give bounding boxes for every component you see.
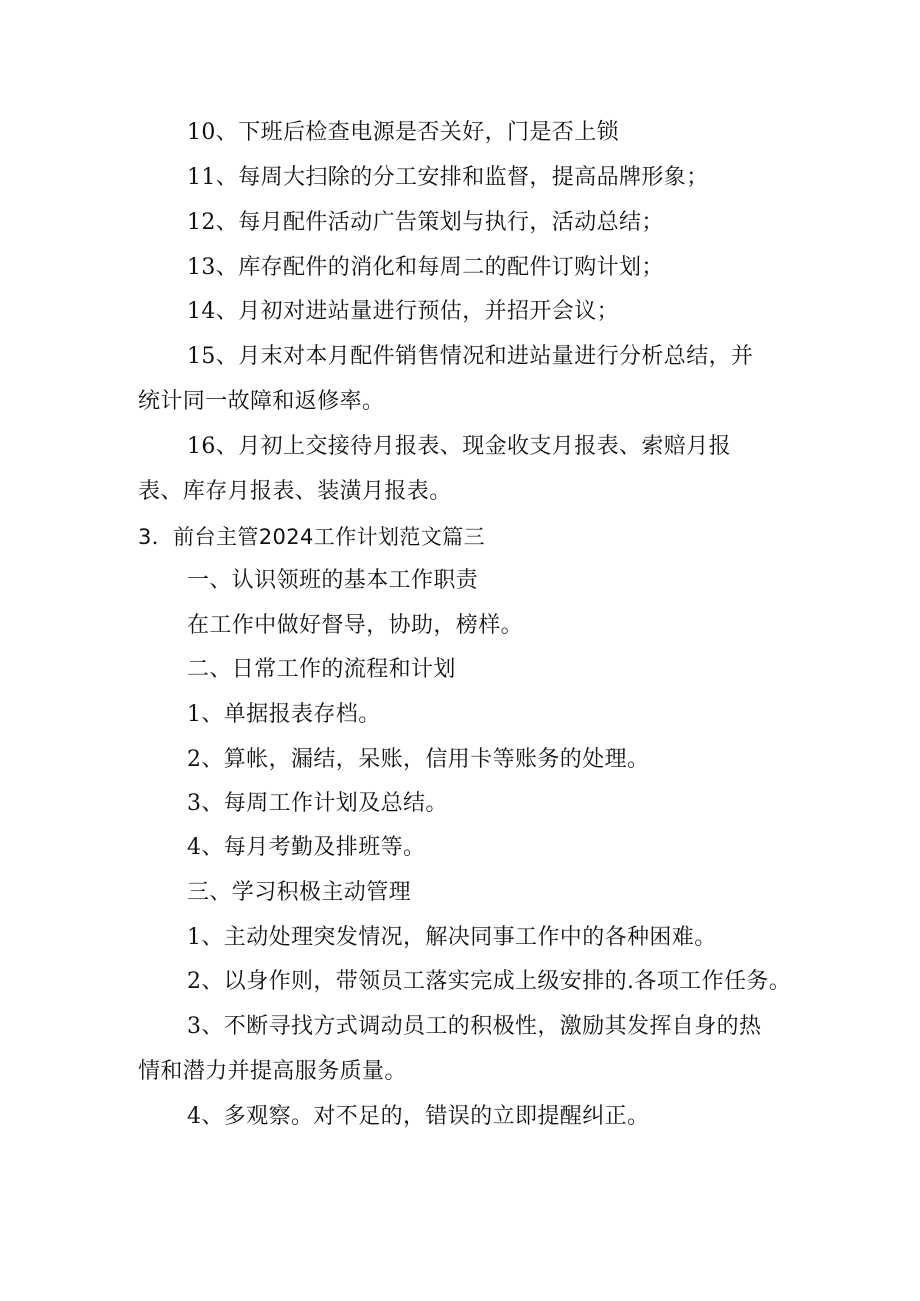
part-three-item-3-line2: 情和潜力并提高服务质量。: [138, 1059, 407, 1084]
list-item-16-line1: 16、月初上交接待月报表、现金收支月报表、索赔月报: [187, 434, 731, 459]
list-item-12: 12、每月配件活动广告策划与执行，活动总结；: [187, 210, 664, 235]
part-two-title: 二、日常工作的流程和计划: [187, 657, 456, 682]
part-three-item-3-line1: 3、不断寻找方式调动员工的积极性，激励其发挥自身的热: [187, 1014, 762, 1039]
part-one-title: 一、认识领班的基本工作职责: [187, 568, 479, 593]
part-three-item-4: 4、多观察。对不足的，错误的立即提醒纠正。: [187, 1104, 650, 1129]
list-item-15-line2: 统计同一故障和返修率。: [138, 389, 385, 414]
section-title: 3．前台主管2024工作计划范文篇三: [138, 525, 486, 549]
part-one-text: 在工作中做好督导，协助，榜样。: [187, 613, 524, 638]
list-item-14: 14、月初对进站量进行预估，并招开会议；: [187, 299, 619, 324]
part-three-title: 三、学习积极主动管理: [187, 880, 412, 905]
list-item-13: 13、库存配件的消化和每周二的配件订购计划；: [187, 255, 664, 280]
part-two-item-2: 2、算帐，漏结，呆账，信用卡等账务的处理。: [187, 747, 650, 772]
list-item-10: 10、下班后检查电源是否关好，门是否上锁: [187, 120, 619, 145]
part-three-item-2: 2、以身作则，带领员工落实完成上级安排的.各项工作任务。: [187, 969, 792, 994]
part-three-item-1: 1、主动处理突发情况，解决同事工作中的各种困难。: [187, 925, 717, 950]
list-item-16-line2: 表、库存月报表、装潢月报表。: [138, 479, 452, 504]
list-item-15-line1: 15、月末对本月配件销售情况和进站量进行分析总结，并: [187, 344, 754, 369]
list-item-11: 11、每周大扫除的分工安排和监督，提高品牌形象；: [187, 165, 709, 190]
part-two-item-4: 4、每月考勤及排班等。: [187, 835, 426, 860]
part-two-item-1: 1、单据报表存档。: [187, 702, 381, 727]
part-two-item-3: 3、每周工作计划及总结。: [187, 791, 448, 816]
